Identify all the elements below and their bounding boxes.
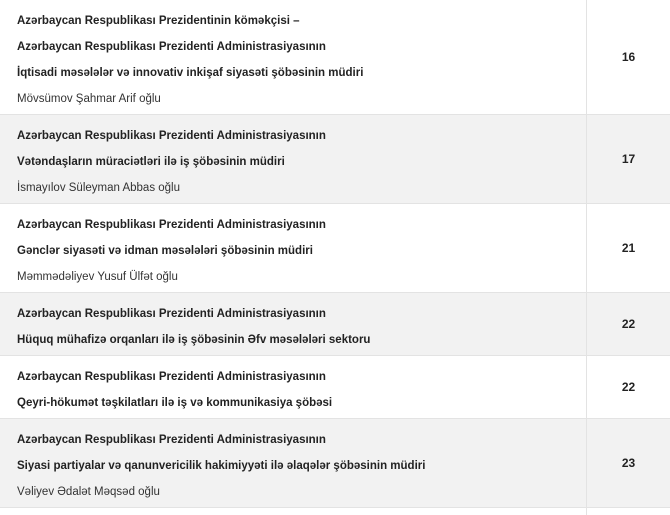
room-number: 22 xyxy=(621,317,636,331)
position-cell xyxy=(0,115,587,203)
position-cell xyxy=(0,419,587,507)
position-cell xyxy=(0,356,587,418)
position-cell xyxy=(0,508,587,515)
table-row xyxy=(0,293,670,356)
position-title-line: Gənclər siyasəti və idman məsələləri şöbəsinin müdiri xyxy=(17,245,313,257)
person-name: Məmmədəliyev Yusuf Ülfət oğlu xyxy=(17,271,178,283)
table-row xyxy=(0,0,670,115)
position-title-line: Siyasi partiyalar və qanunvericilik hakimiyyəti ilə əlaqələr şöbəsinin müdiri xyxy=(17,460,426,472)
position-title-line: Azərbaycan Respublikası Prezidentinin köməkçisi – xyxy=(17,15,300,27)
person-name: Mövsümov Şahmar Arif oğlu xyxy=(17,93,161,105)
table-row xyxy=(0,356,670,419)
position-cell xyxy=(0,0,587,114)
position-title-line: Azərbaycan Respublikası Prezidenti Administrasiyasının xyxy=(17,371,326,383)
position-cell xyxy=(0,293,587,355)
table-row xyxy=(0,419,670,508)
person-name: İsmayılov Süleyman Abbas oğlu xyxy=(17,182,181,194)
table-row xyxy=(0,204,670,293)
room-number: 23 xyxy=(621,456,636,470)
room-number: 22 xyxy=(621,380,636,394)
room-number: 16 xyxy=(621,50,636,64)
room-number: 21 xyxy=(621,241,636,255)
person-name: Vəliyev Ədalət Məqsəd oğlu xyxy=(17,486,160,498)
table-row-partial xyxy=(0,508,670,515)
position-cell xyxy=(0,204,587,292)
room-number: 17 xyxy=(621,152,636,166)
room-number-cell xyxy=(587,508,670,515)
position-title-line: Azərbaycan Respublikası Prezidenti Administrasiyasının xyxy=(17,41,326,53)
position-title-line: Vətəndaşların müraciətləri ilə iş şöbəsinin müdiri xyxy=(17,156,285,168)
position-title-line: Hüquq mühafizə orqanları ilə iş şöbəsinin Əfv məsələləri sektoru xyxy=(17,334,371,346)
position-title-line: Qeyri-hökumət təşkilatları ilə iş və kommunikasiya şöbəsi xyxy=(17,397,333,409)
position-title-line: Azərbaycan Respublikası Prezidenti Administrasiyasının xyxy=(17,219,326,231)
position-title-line: Azərbaycan Respublikası Prezidenti Administrasiyasının xyxy=(17,434,326,446)
position-title-line: Azərbaycan Respublikası Prezidenti Administrasiyasının xyxy=(17,308,326,320)
position-title-line: İqtisadi məsələlər və innovativ inkişaf siyasəti şöbəsinin müdiri xyxy=(17,67,364,79)
table-row xyxy=(0,115,670,204)
position-title-line: Azərbaycan Respublikası Prezidenti Administrasiyasının xyxy=(17,130,326,142)
